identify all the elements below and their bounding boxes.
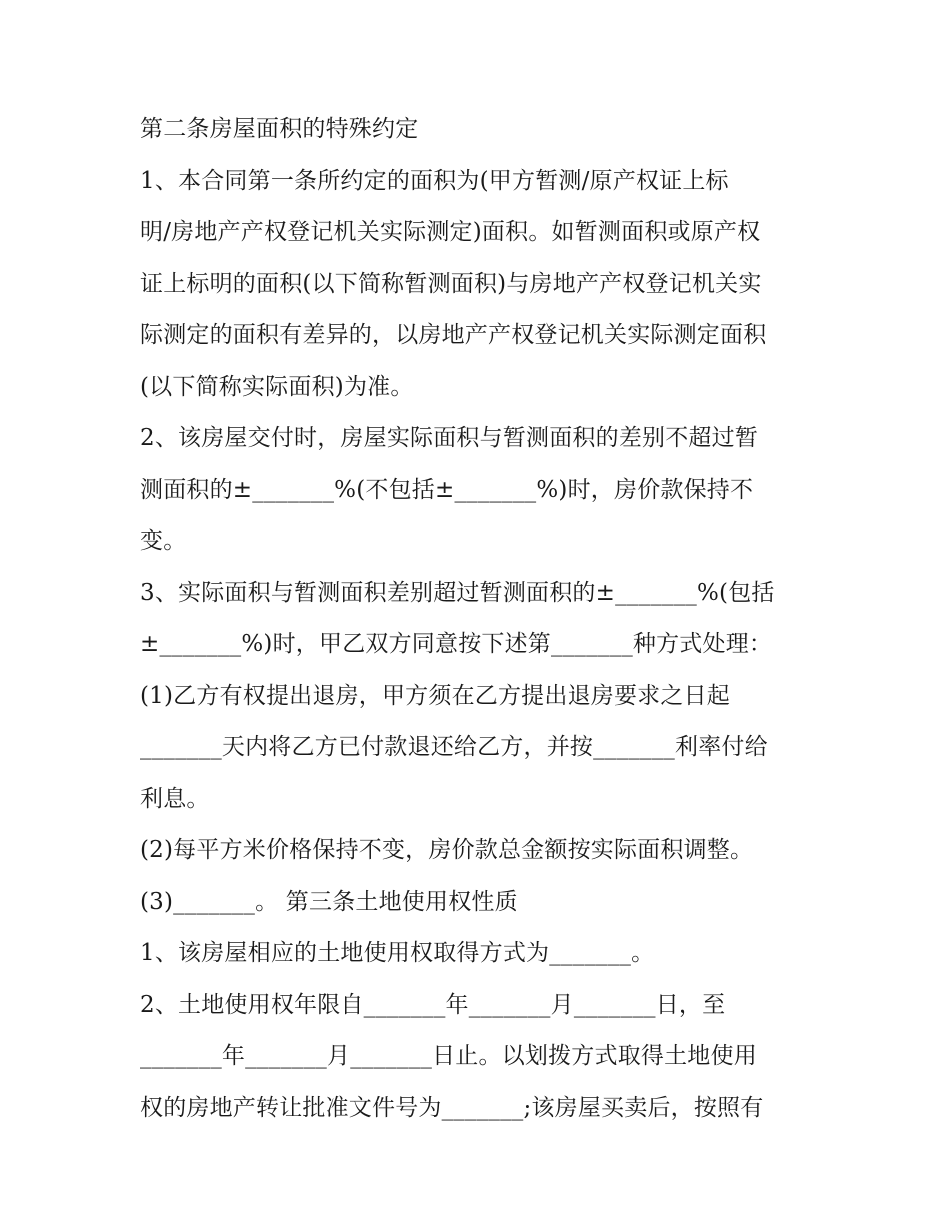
document-page <box>140 104 820 1134</box>
paragraph-line: 1、本合同第一条所约定的面积为(甲方暂测/原产权证上标 <box>140 167 729 194</box>
paragraph-line: 2、该房屋交付时，房屋实际面积与暂测面积的差别不超过暂 <box>140 425 759 451</box>
paragraph-line: (1)乙方有权提出退房，甲方须在乙方提出退房要求之日起 <box>140 682 730 709</box>
paragraph-line: 1、该房屋相应的土地使用权取得方式为_______。 <box>140 940 655 966</box>
paragraph-line: 3、实际面积与暂测面积差别超过暂测面积的±_______%(包括 <box>140 579 775 606</box>
paragraph-line: 证上标明的面积(以下简称暂测面积)与房地产产权登记机关实 <box>140 270 762 297</box>
paragraph-line: 明/房地产产权登记机关实际测定)面积。如暂测面积或原产权 <box>140 219 761 245</box>
paragraph-line: 际测定的面积有差异的，以房地产产权登记机关实际测定面积 <box>140 322 767 348</box>
paragraph-line: (以下简称实际面积)为准。 <box>140 373 414 400</box>
paragraph-line: 2、土地使用权年限自_______年_______月_______日，至 <box>140 991 726 1018</box>
paragraph-line: _______天内将乙方已付款退还给乙方，并按_______利率付给 <box>140 734 768 760</box>
paragraph-line: _______年_______月_______日止。以划拨方式取得土地使用 <box>140 1043 757 1069</box>
paragraph-line: 利息。 <box>140 785 210 812</box>
section-heading: 第二条房屋面积的特殊约定 <box>140 116 419 142</box>
paragraph-line: (3)_______。 第三条土地使用权性质 <box>140 888 518 915</box>
paragraph-line: ±_______%)时，甲乙双方同意按下述第_______种方式处理： <box>140 631 773 657</box>
paragraph-line: (2)每平方米价格保持不变，房价款总金额按实际面积调整。 <box>140 837 754 863</box>
paragraph-line: 测面积的±_______%(不包括±_______%)时，房价款保持不 <box>140 476 754 503</box>
paragraph-line: 变。 <box>140 528 187 554</box>
paragraph-line: 权的房地产转让批准文件号为_______;该房屋买卖后，按照有 <box>140 1094 764 1121</box>
